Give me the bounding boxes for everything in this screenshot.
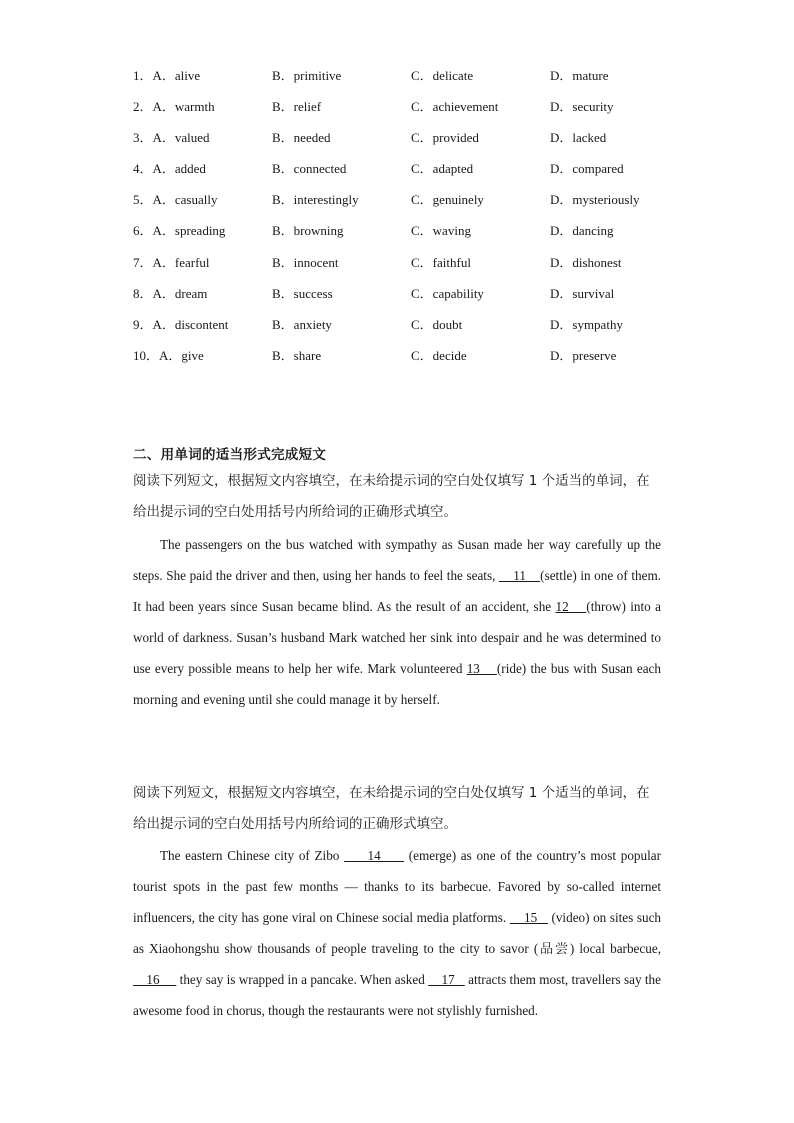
- question-row: [133, 315, 693, 346]
- passage-text: (ride) the bus with Susan each morning and evening until she could manage it by herself.: [133, 661, 662, 708]
- blank-13: 13: [466, 661, 497, 677]
- option-a: 7．A．fearful: [133, 254, 210, 270]
- option-b: B．relief: [272, 99, 322, 115]
- passage-1: [133, 529, 661, 716]
- instructions: 阅读下列短文，根据短文内容填空，在未给提示词的空白处仅填写 1 个适当的单词，在给出提示词的空白处用括号内所给词的正确形式填空。: [133, 785, 650, 832]
- option-b: B．innocent: [272, 254, 339, 270]
- passage-text: they say is wrapped in a pancake. When asked: [176, 972, 429, 988]
- blank-17: 17: [428, 972, 465, 988]
- option-b: B．connected: [272, 161, 347, 177]
- option-a: 5．A．casually: [133, 192, 218, 208]
- option-c: C．achievement: [411, 99, 499, 115]
- passage-text: The passengers on the bus watched with sympathy as Susan made her way carefully up the steps. She paid the driver and then, using her hands to feel the seats,: [133, 537, 661, 584]
- option-d: D．lacked: [550, 130, 607, 146]
- option-c: C．genuinely: [411, 192, 484, 208]
- option-a: 3．A．valued: [133, 130, 210, 146]
- question-row: [133, 221, 693, 252]
- option-d: D．compared: [550, 161, 624, 177]
- question-row: [133, 97, 693, 128]
- option-d: D．dishonest: [550, 254, 622, 270]
- option-c: C．capability: [411, 285, 484, 301]
- option-b: B．interestingly: [272, 192, 359, 208]
- blank-12: 12: [555, 599, 587, 615]
- option-a: 1．A．alive: [133, 68, 201, 83]
- option-c: C．waving: [411, 223, 471, 239]
- option-d: D．mature: [550, 68, 609, 83]
- passage-text: attracts them most, travellers say the awesome food in chorus, though the restaurants were not stylishly furnished.: [133, 972, 662, 1019]
- option-d: D．mysteriously: [550, 192, 640, 208]
- passage-text: (video) on sites such as Xiaohongshu show thousands of people traveling to the city to savor (品尝) local barbecue,: [133, 910, 662, 957]
- option-d: D．survival: [550, 285, 615, 301]
- section-title: 二、用单词的适当形式完成短文: [133, 447, 327, 463]
- question-row: [133, 66, 693, 97]
- blank-14: 14: [344, 848, 405, 863]
- option-a: 9．A．discontent: [133, 316, 229, 332]
- option-b: B．anxiety: [272, 316, 332, 332]
- instructions: 阅读下列短文，根据短文内容填空，在未给提示词的空白处仅填写 1 个适当的单词，在给出提示词的空白处用括号内所给词的正确形式填空。: [133, 473, 650, 520]
- option-b: B．needed: [272, 130, 331, 146]
- option-c: C．doubt: [411, 316, 463, 332]
- option-c: C．decide: [411, 347, 467, 363]
- option-a: 6．A．spreading: [133, 223, 226, 239]
- blank-15: 15: [509, 910, 548, 926]
- question-row: [133, 284, 693, 315]
- option-c: C．faithful: [411, 254, 471, 270]
- question-row: [133, 253, 693, 284]
- option-b: B．primitive: [272, 68, 342, 83]
- option-c: C．provided: [411, 130, 479, 146]
- option-c: C．adapted: [411, 161, 474, 177]
- option-a: 4．A．added: [133, 161, 206, 177]
- question-row: [133, 159, 693, 190]
- option-d: D．preserve: [550, 347, 617, 363]
- option-d: D．security: [550, 99, 614, 115]
- option-c: C．delicate: [411, 68, 474, 83]
- blank-11: 11: [498, 568, 541, 584]
- option-b: B．browning: [272, 223, 344, 239]
- question-row: [133, 128, 693, 159]
- option-b: B．success: [272, 285, 333, 301]
- option-a: 2．A．warmth: [133, 99, 215, 115]
- passage-text: The eastern Chinese city of Zibo: [160, 848, 345, 863]
- choice-table: [133, 66, 693, 377]
- option-d: D．sympathy: [550, 316, 623, 332]
- passage-2: [133, 840, 661, 1027]
- option-b: B．share: [272, 347, 322, 363]
- blank-16: 16: [133, 972, 177, 988]
- question-row: [133, 346, 693, 377]
- option-d: D．dancing: [550, 223, 614, 239]
- question-row: [133, 190, 693, 221]
- passage-text: (settle) in one of them. It had been years since Susan became blind. As the result of an accident, she: [133, 568, 661, 615]
- passage-text: (emerge) as one of the country’s most popular tourist spots in the past few months — thanks to its barbecue. Favored by so-called internet influencers, the city has gone viral on Chinese social media platforms.: [133, 848, 662, 926]
- option-a: 10．A．give: [133, 347, 204, 363]
- option-a: 8．A．dream: [133, 285, 208, 301]
- passage-text: (throw) into a world of darkness. Susan’s husband Mark watched her sink into despair and he was determined to use every possible means to help her wife. Mark volunteered: [133, 599, 661, 677]
